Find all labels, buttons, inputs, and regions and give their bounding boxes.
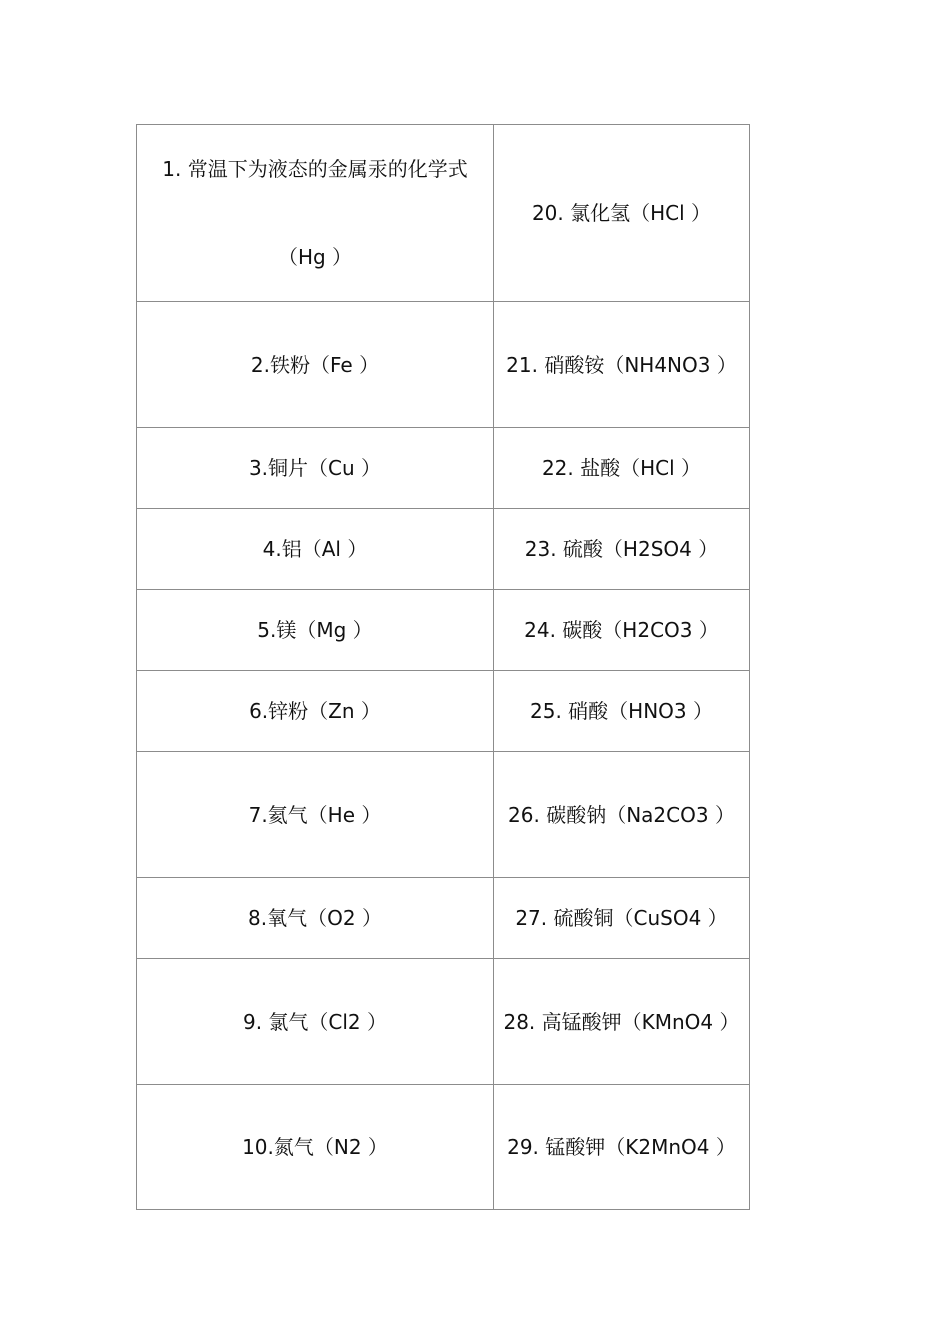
table-row <box>137 1085 750 1210</box>
table-cell-left: 1. 常温下为液态的金属汞的化学式（Hg ） <box>137 125 494 302</box>
table-cell-left: 2.铁粉（Fe ） <box>137 302 494 428</box>
table-cell-left: 9. 氯气（Cl2 ） <box>137 959 494 1085</box>
table-cell-right: 26. 碳酸钠（Na2CO3 ） <box>494 752 750 878</box>
table-row <box>137 428 750 509</box>
table-cell-left: 3.铜片（Cu ） <box>137 428 494 509</box>
table-cell-right: 28. 高锰酸钾（KMnO4 ） <box>494 959 750 1085</box>
table-row <box>137 671 750 752</box>
table-cell-left: 7.氦气（He ） <box>137 752 494 878</box>
table-cell-right: 29. 锰酸钾（K2MnO4 ） <box>494 1085 750 1210</box>
chemical-formula-table <box>136 124 750 1210</box>
table-cell-left: 6.锌粉（Zn ） <box>137 671 494 752</box>
table-cell-left: 4.铝（Al ） <box>137 509 494 590</box>
table-cell-right: 25. 硝酸（HNO3 ） <box>494 671 750 752</box>
table-cell-right: 22. 盐酸（HCl ） <box>494 428 750 509</box>
table-row <box>137 959 750 1085</box>
table-cell-right: 21. 硝酸铵（NH4NO3 ） <box>494 302 750 428</box>
table-row <box>137 302 750 428</box>
table-cell-left: 5.镁（Mg ） <box>137 590 494 671</box>
table-row <box>137 590 750 671</box>
table-cell-right: 23. 硫酸（H2SO4 ） <box>494 509 750 590</box>
table-cell-left: 8.氧气（O2 ） <box>137 878 494 959</box>
table-cell-right: 24. 碳酸（H2CO3 ） <box>494 590 750 671</box>
table-row <box>137 125 750 302</box>
table-row <box>137 878 750 959</box>
table-row <box>137 752 750 878</box>
table-cell-left: 10.氮气（N2 ） <box>137 1085 494 1210</box>
table-cell-right: 20. 氯化氢（HCl ） <box>494 125 750 302</box>
table-cell-right: 27. 硫酸铜（CuSO4 ） <box>494 878 750 959</box>
table-row <box>137 509 750 590</box>
